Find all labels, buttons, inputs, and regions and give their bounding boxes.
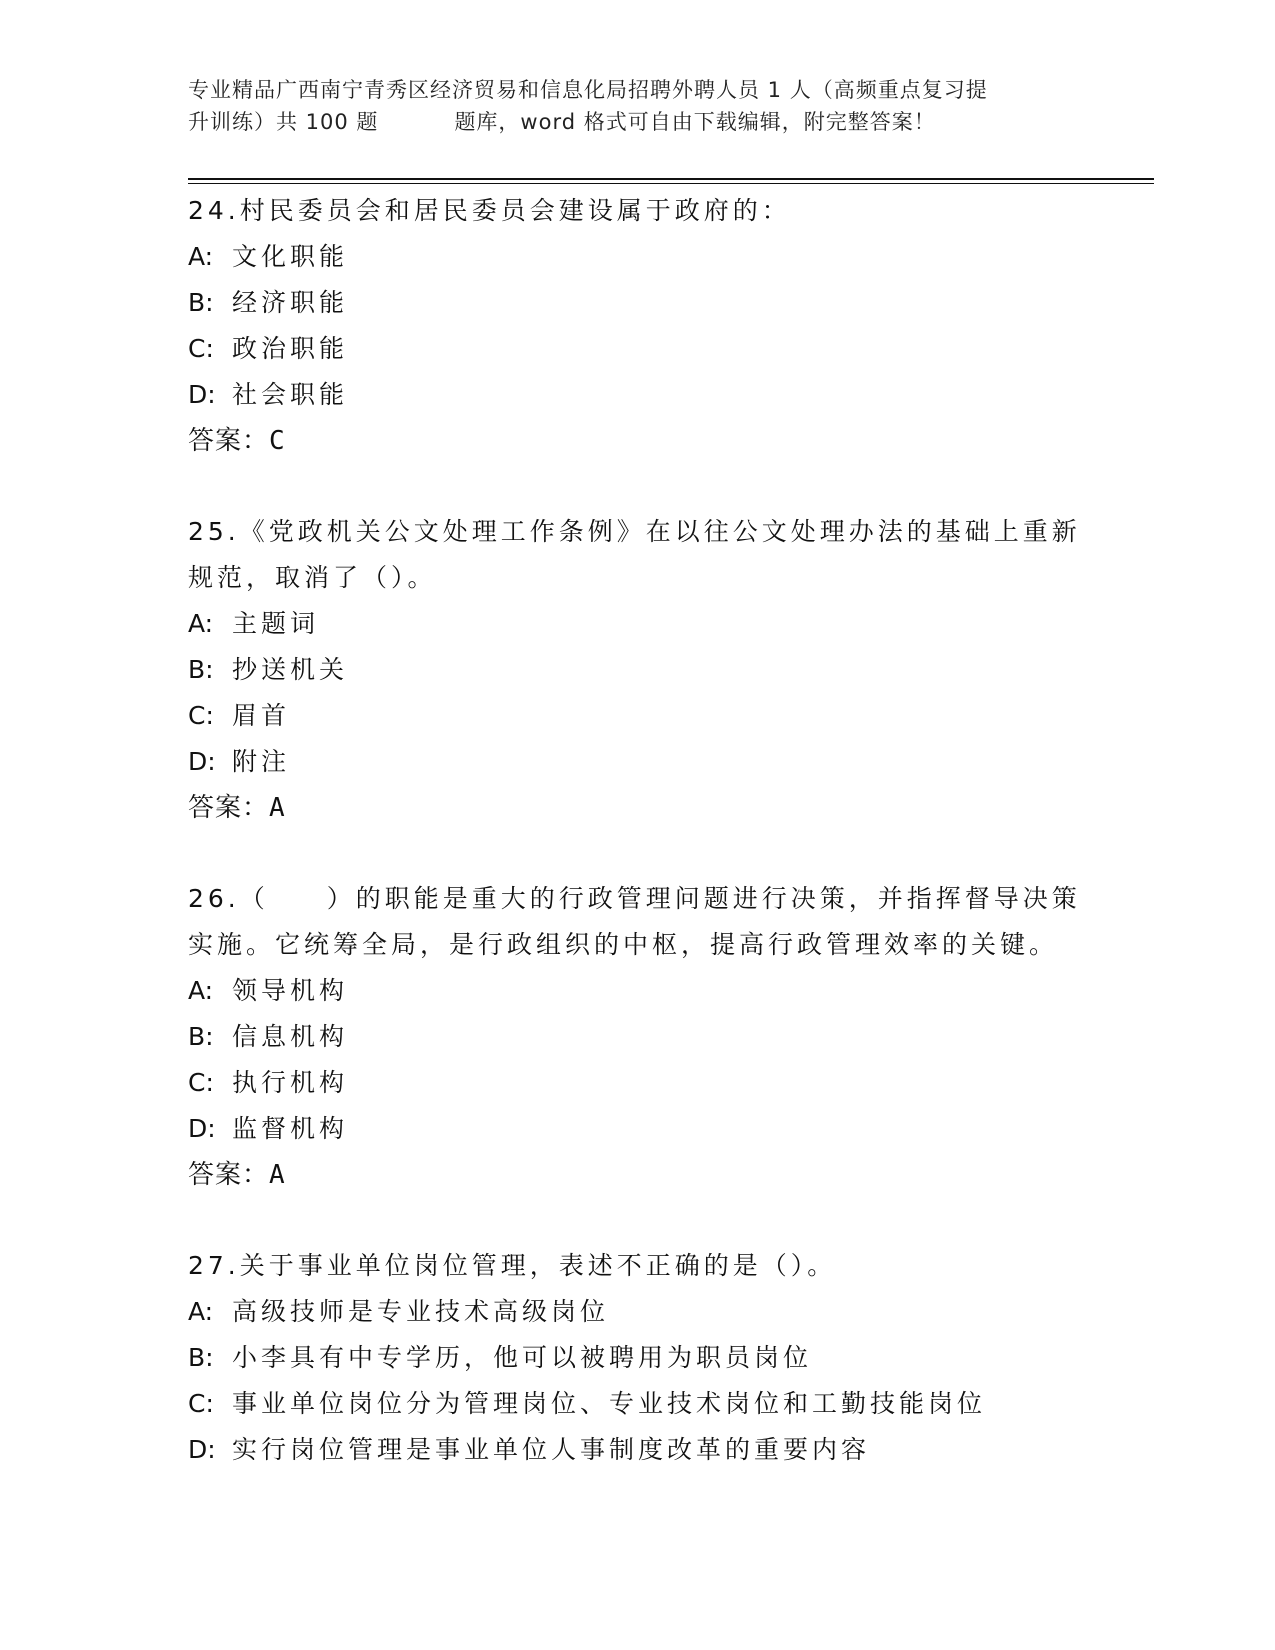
option-c [188, 693, 1088, 739]
question-27 [188, 1243, 1088, 1473]
option-text: 实行岗位管理是事业单位人事制度改革的重要内容 [232, 1435, 871, 1464]
option-b [188, 280, 1088, 326]
header-line-2-part-2: 题库，word 格式可自由下载编辑，附完整答案！ [454, 110, 936, 134]
option-label: A: [188, 976, 214, 1005]
option-label: A: [188, 1297, 214, 1326]
option-label: D: [188, 1114, 216, 1143]
option-label: C: [188, 1389, 214, 1418]
option-label: A: [188, 609, 214, 638]
option-label: C: [188, 1068, 214, 1097]
option-b [188, 1335, 1088, 1381]
option-text: 政治职能 [232, 334, 349, 363]
answer-label: 答案： [188, 793, 270, 823]
question-stem: 24.村民委员会和居民委员会建设属于政府的： [188, 196, 791, 225]
question-stem: 27.关于事业单位岗位管理，表述不正确的是（）。 [188, 1251, 837, 1280]
option-a [188, 1289, 1088, 1335]
option-text: 小李具有中专学历，他可以被聘用为职员岗位 [232, 1343, 813, 1372]
option-label: D: [188, 1435, 216, 1464]
header-line-2 [188, 106, 1088, 138]
option-d [188, 1427, 1088, 1473]
option-label: B: [188, 288, 214, 317]
option-text: 文化职能 [232, 242, 349, 271]
option-c [188, 326, 1088, 372]
answer-line [188, 785, 1088, 831]
option-text: 领导机构 [232, 976, 349, 1005]
header-rule-thin [188, 183, 1154, 184]
option-label: B: [188, 655, 214, 684]
option-d [188, 739, 1088, 785]
answer-value: A [269, 793, 286, 823]
option-a [188, 968, 1088, 1014]
answer-value: C [269, 426, 286, 456]
option-c [188, 1381, 1088, 1427]
answer-line [188, 418, 1088, 464]
option-label: D: [188, 747, 216, 776]
question-stem: 25.《党政机关公文处理工作条例》在以往公文处理办法的基础上重新 [188, 517, 1081, 546]
option-text: 事业单位岗位分为管理岗位、专业技术岗位和工勤技能岗位 [232, 1389, 987, 1418]
header-line-2-part-1: 升训练）共 100 题 [188, 110, 379, 134]
option-d [188, 372, 1088, 418]
option-text: 抄送机关 [232, 655, 349, 684]
option-label: D: [188, 380, 216, 409]
answer-label: 答案： [188, 1160, 270, 1190]
question-24 [188, 188, 1088, 464]
page-header [188, 74, 1088, 138]
option-text: 经济职能 [232, 288, 349, 317]
option-label: A: [188, 242, 214, 271]
question-26 [188, 876, 1088, 1198]
question-stem-continued: 实施。它统筹全局，是行政组织的中枢，提高行政管理效率的关键。 [188, 930, 1059, 959]
option-text: 社会职能 [232, 380, 349, 409]
option-text: 主题词 [232, 609, 320, 638]
option-a [188, 234, 1088, 280]
answer-value: A [269, 1160, 286, 1190]
option-text: 高级技师是专业技术高级岗位 [232, 1297, 610, 1326]
option-b [188, 1014, 1088, 1060]
option-text: 信息机构 [232, 1022, 349, 1051]
answer-line [188, 1152, 1088, 1198]
header-rule-thick [188, 178, 1154, 180]
question-stem: 26.（ ）的职能是重大的行政管理问题进行决策，并指挥督导决策 [188, 884, 1081, 913]
answer-label: 答案： [188, 426, 270, 456]
option-c [188, 1060, 1088, 1106]
option-a [188, 601, 1088, 647]
option-text: 监督机构 [232, 1114, 349, 1143]
option-d [188, 1106, 1088, 1152]
option-b [188, 647, 1088, 693]
option-label: C: [188, 334, 214, 363]
question-stem-continued: 规范，取消了（）。 [188, 563, 437, 592]
header-line-1: 专业精品广西南宁青秀区经济贸易和信息化局招聘外聘人员 1 人（高频重点复习提 [188, 78, 988, 102]
option-label: B: [188, 1022, 214, 1051]
option-text: 附注 [232, 747, 291, 776]
question-25 [188, 509, 1088, 831]
option-label: C: [188, 701, 214, 730]
option-text: 执行机构 [232, 1068, 349, 1097]
option-text: 眉首 [232, 701, 291, 730]
option-label: B: [188, 1343, 214, 1372]
question-list [188, 188, 1088, 1473]
